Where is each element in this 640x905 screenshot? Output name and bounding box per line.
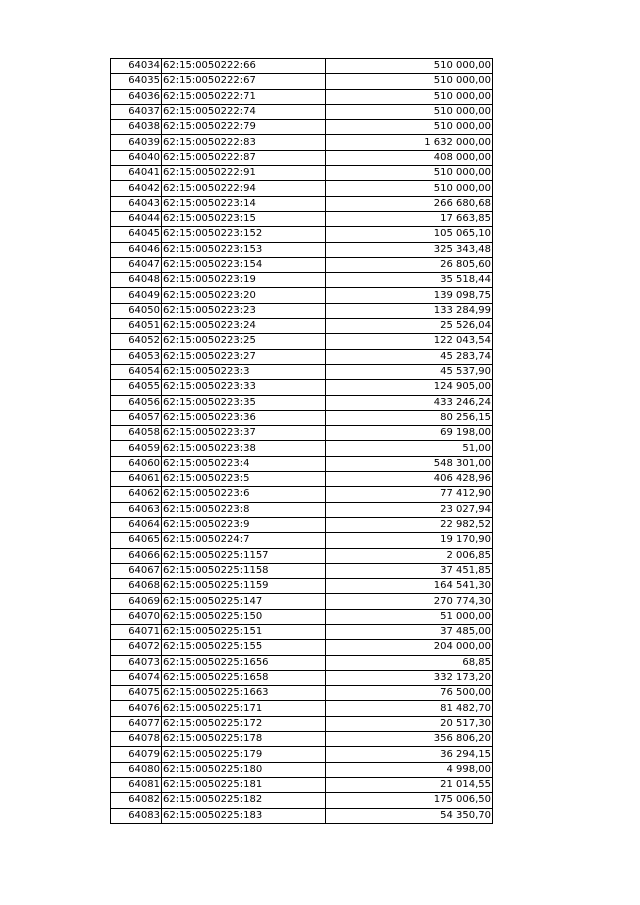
row-number-cell: 64061	[111, 472, 162, 487]
table-row	[111, 426, 493, 441]
value-cell: 25 526,04	[326, 319, 493, 334]
row-number-cell: 64052	[111, 334, 162, 349]
value-cell: 2 006,85	[326, 548, 493, 563]
row-number-cell: 64068	[111, 579, 162, 594]
row-number-cell: 64039	[111, 135, 162, 150]
cadastral-number-cell: 62:15:0050225:1158	[162, 563, 326, 578]
table-row	[111, 716, 493, 731]
table-row	[111, 548, 493, 563]
value-cell: 356 806,20	[326, 732, 493, 747]
table-row	[111, 89, 493, 104]
table-row	[111, 563, 493, 578]
table-row	[111, 380, 493, 395]
table-row	[111, 410, 493, 425]
row-number-cell: 64056	[111, 395, 162, 410]
row-number-cell: 64057	[111, 410, 162, 425]
value-cell: 325 343,48	[326, 242, 493, 257]
value-cell: 54 350,70	[326, 808, 493, 823]
table-row	[111, 472, 493, 487]
row-number-cell: 64054	[111, 364, 162, 379]
table-row	[111, 288, 493, 303]
table-row	[111, 135, 493, 150]
table-row	[111, 150, 493, 165]
value-cell: 4 998,00	[326, 762, 493, 777]
row-number-cell: 64050	[111, 303, 162, 318]
cadastral-value-table	[110, 58, 493, 824]
cadastral-number-cell: 62:15:0050223:154	[162, 257, 326, 272]
value-cell: 406 428,96	[326, 472, 493, 487]
value-cell: 35 518,44	[326, 273, 493, 288]
row-number-cell: 64042	[111, 181, 162, 196]
cadastral-number-cell: 62:15:0050223:24	[162, 319, 326, 334]
value-cell: 270 774,30	[326, 594, 493, 609]
cadastral-number-cell: 62:15:0050222:74	[162, 104, 326, 119]
value-cell: 22 982,52	[326, 517, 493, 532]
row-number-cell: 64058	[111, 426, 162, 441]
value-cell: 510 000,00	[326, 104, 493, 119]
row-number-cell: 64073	[111, 655, 162, 670]
value-cell: 36 294,15	[326, 747, 493, 762]
row-number-cell: 64074	[111, 670, 162, 685]
cadastral-number-cell: 62:15:0050222:87	[162, 150, 326, 165]
table-row	[111, 211, 493, 226]
cadastral-number-cell: 62:15:0050223:8	[162, 502, 326, 517]
value-cell: 510 000,00	[326, 89, 493, 104]
value-cell: 204 000,00	[326, 640, 493, 655]
row-number-cell: 64071	[111, 624, 162, 639]
value-cell: 17 663,85	[326, 211, 493, 226]
cadastral-number-cell: 62:15:0050225:179	[162, 747, 326, 762]
cadastral-number-cell: 62:15:0050223:23	[162, 303, 326, 318]
row-number-cell: 64080	[111, 762, 162, 777]
value-cell: 51 000,00	[326, 609, 493, 624]
table-row	[111, 395, 493, 410]
value-cell: 510 000,00	[326, 181, 493, 196]
cadastral-number-cell: 62:15:0050225:155	[162, 640, 326, 655]
row-number-cell: 64038	[111, 120, 162, 135]
table-row	[111, 334, 493, 349]
row-number-cell: 64069	[111, 594, 162, 609]
table-row	[111, 502, 493, 517]
cadastral-number-cell: 62:15:0050225:1663	[162, 686, 326, 701]
cadastral-number-cell: 62:15:0050225:147	[162, 594, 326, 609]
row-number-cell: 64037	[111, 104, 162, 119]
table-row	[111, 624, 493, 639]
table-row	[111, 533, 493, 548]
cadastral-number-cell: 62:15:0050225:1157	[162, 548, 326, 563]
cadastral-number-cell: 62:15:0050225:1656	[162, 655, 326, 670]
value-cell: 51,00	[326, 441, 493, 456]
value-cell: 164 541,30	[326, 579, 493, 594]
table-row	[111, 104, 493, 119]
row-number-cell: 64078	[111, 732, 162, 747]
value-cell: 266 680,68	[326, 196, 493, 211]
table-row	[111, 456, 493, 471]
cadastral-number-cell: 62:15:0050225:150	[162, 609, 326, 624]
cadastral-number-cell: 62:15:0050223:25	[162, 334, 326, 349]
table-row	[111, 747, 493, 762]
row-number-cell: 64046	[111, 242, 162, 257]
value-cell: 133 284,99	[326, 303, 493, 318]
cadastral-number-cell: 62:15:0050225:1658	[162, 670, 326, 685]
row-number-cell: 64082	[111, 793, 162, 808]
value-cell: 124 905,00	[326, 380, 493, 395]
cadastral-number-cell: 62:15:0050224:7	[162, 533, 326, 548]
value-cell: 45 537,90	[326, 364, 493, 379]
row-number-cell: 64065	[111, 533, 162, 548]
cadastral-number-cell: 62:15:0050223:38	[162, 441, 326, 456]
table-row	[111, 777, 493, 792]
table-row	[111, 349, 493, 364]
row-number-cell: 64083	[111, 808, 162, 823]
value-cell: 76 500,00	[326, 686, 493, 701]
row-number-cell: 64077	[111, 716, 162, 731]
table-row	[111, 686, 493, 701]
value-cell: 122 043,54	[326, 334, 493, 349]
table-row	[111, 594, 493, 609]
cadastral-number-cell: 62:15:0050222:79	[162, 120, 326, 135]
row-number-cell: 64081	[111, 777, 162, 792]
table-row	[111, 579, 493, 594]
value-cell: 20 517,30	[326, 716, 493, 731]
table-row	[111, 441, 493, 456]
value-cell: 510 000,00	[326, 59, 493, 74]
row-number-cell: 64055	[111, 380, 162, 395]
row-number-cell: 64048	[111, 273, 162, 288]
cadastral-number-cell: 62:15:0050223:35	[162, 395, 326, 410]
row-number-cell: 64059	[111, 441, 162, 456]
row-number-cell: 64044	[111, 211, 162, 226]
cadastral-number-cell: 62:15:0050222:94	[162, 181, 326, 196]
value-cell: 548 301,00	[326, 456, 493, 471]
table-row	[111, 242, 493, 257]
cadastral-number-cell: 62:15:0050223:152	[162, 227, 326, 242]
table-row	[111, 319, 493, 334]
table-row	[111, 166, 493, 181]
row-number-cell: 64060	[111, 456, 162, 471]
value-cell: 332 173,20	[326, 670, 493, 685]
table-row	[111, 517, 493, 532]
table-row	[111, 303, 493, 318]
cadastral-number-cell: 62:15:0050223:19	[162, 273, 326, 288]
table-row	[111, 640, 493, 655]
row-number-cell: 64062	[111, 487, 162, 502]
table-row	[111, 609, 493, 624]
table-row	[111, 196, 493, 211]
row-number-cell: 64045	[111, 227, 162, 242]
row-number-cell: 64064	[111, 517, 162, 532]
value-cell: 175 006,50	[326, 793, 493, 808]
cadastral-number-cell: 62:15:0050223:5	[162, 472, 326, 487]
row-number-cell: 64035	[111, 74, 162, 89]
cadastral-number-cell: 62:15:0050225:171	[162, 701, 326, 716]
cadastral-number-cell: 62:15:0050223:27	[162, 349, 326, 364]
cadastral-number-cell: 62:15:0050222:67	[162, 74, 326, 89]
value-cell: 510 000,00	[326, 120, 493, 135]
row-number-cell: 64072	[111, 640, 162, 655]
cadastral-number-cell: 62:15:0050225:151	[162, 624, 326, 639]
value-cell: 23 027,94	[326, 502, 493, 517]
table-row	[111, 181, 493, 196]
cadastral-number-cell: 62:15:0050225:182	[162, 793, 326, 808]
row-number-cell: 64067	[111, 563, 162, 578]
table-row	[111, 120, 493, 135]
row-number-cell: 64043	[111, 196, 162, 211]
cadastral-number-cell: 62:15:0050225:178	[162, 732, 326, 747]
cadastral-number-cell: 62:15:0050223:4	[162, 456, 326, 471]
row-number-cell: 64040	[111, 150, 162, 165]
cadastral-number-cell: 62:15:0050223:33	[162, 380, 326, 395]
cadastral-number-cell: 62:15:0050223:15	[162, 211, 326, 226]
cadastral-number-cell: 62:15:0050223:37	[162, 426, 326, 441]
row-number-cell: 64079	[111, 747, 162, 762]
row-number-cell: 64053	[111, 349, 162, 364]
value-cell: 37 485,00	[326, 624, 493, 639]
table-row	[111, 364, 493, 379]
cadastral-number-cell: 62:15:0050223:20	[162, 288, 326, 303]
value-cell: 21 014,55	[326, 777, 493, 792]
table-row	[111, 227, 493, 242]
table-row	[111, 808, 493, 823]
value-cell: 37 451,85	[326, 563, 493, 578]
cadastral-number-cell: 62:15:0050222:66	[162, 59, 326, 74]
row-number-cell: 64070	[111, 609, 162, 624]
table-row	[111, 273, 493, 288]
cadastral-number-cell: 62:15:0050223:153	[162, 242, 326, 257]
value-cell: 68,85	[326, 655, 493, 670]
value-cell: 19 170,90	[326, 533, 493, 548]
cadastral-number-cell: 62:15:0050222:91	[162, 166, 326, 181]
table-row	[111, 670, 493, 685]
row-number-cell: 64036	[111, 89, 162, 104]
cadastral-number-cell: 62:15:0050222:83	[162, 135, 326, 150]
row-number-cell: 64076	[111, 701, 162, 716]
value-cell: 408 000,00	[326, 150, 493, 165]
table-row	[111, 74, 493, 89]
value-cell: 105 065,10	[326, 227, 493, 242]
value-cell: 510 000,00	[326, 74, 493, 89]
cadastral-number-cell: 62:15:0050223:3	[162, 364, 326, 379]
table-row	[111, 793, 493, 808]
row-number-cell: 64034	[111, 59, 162, 74]
table-body	[111, 59, 493, 824]
value-cell: 433 246,24	[326, 395, 493, 410]
row-number-cell: 64041	[111, 166, 162, 181]
value-cell: 69 198,00	[326, 426, 493, 441]
table-row	[111, 762, 493, 777]
cadastral-number-cell: 62:15:0050223:9	[162, 517, 326, 532]
row-number-cell: 64066	[111, 548, 162, 563]
table-row	[111, 655, 493, 670]
cadastral-number-cell: 62:15:0050225:1159	[162, 579, 326, 594]
table-row	[111, 257, 493, 272]
cadastral-number-cell: 62:15:0050222:71	[162, 89, 326, 104]
table-row	[111, 487, 493, 502]
value-cell: 1 632 000,00	[326, 135, 493, 150]
cadastral-number-cell: 62:15:0050225:181	[162, 777, 326, 792]
value-cell: 26 805,60	[326, 257, 493, 272]
cadastral-number-cell: 62:15:0050225:183	[162, 808, 326, 823]
row-number-cell: 64049	[111, 288, 162, 303]
table-row	[111, 732, 493, 747]
table-row	[111, 701, 493, 716]
cadastral-number-cell: 62:15:0050223:14	[162, 196, 326, 211]
value-cell: 77 412,90	[326, 487, 493, 502]
row-number-cell: 64075	[111, 686, 162, 701]
row-number-cell: 64051	[111, 319, 162, 334]
cadastral-number-cell: 62:15:0050225:180	[162, 762, 326, 777]
table-row	[111, 59, 493, 74]
cadastral-number-cell: 62:15:0050225:172	[162, 716, 326, 731]
row-number-cell: 64063	[111, 502, 162, 517]
value-cell: 45 283,74	[326, 349, 493, 364]
value-cell: 510 000,00	[326, 166, 493, 181]
row-number-cell: 64047	[111, 257, 162, 272]
value-cell: 80 256,15	[326, 410, 493, 425]
value-cell: 81 482,70	[326, 701, 493, 716]
cadastral-number-cell: 62:15:0050223:6	[162, 487, 326, 502]
cadastral-number-cell: 62:15:0050223:36	[162, 410, 326, 425]
value-cell: 139 098,75	[326, 288, 493, 303]
